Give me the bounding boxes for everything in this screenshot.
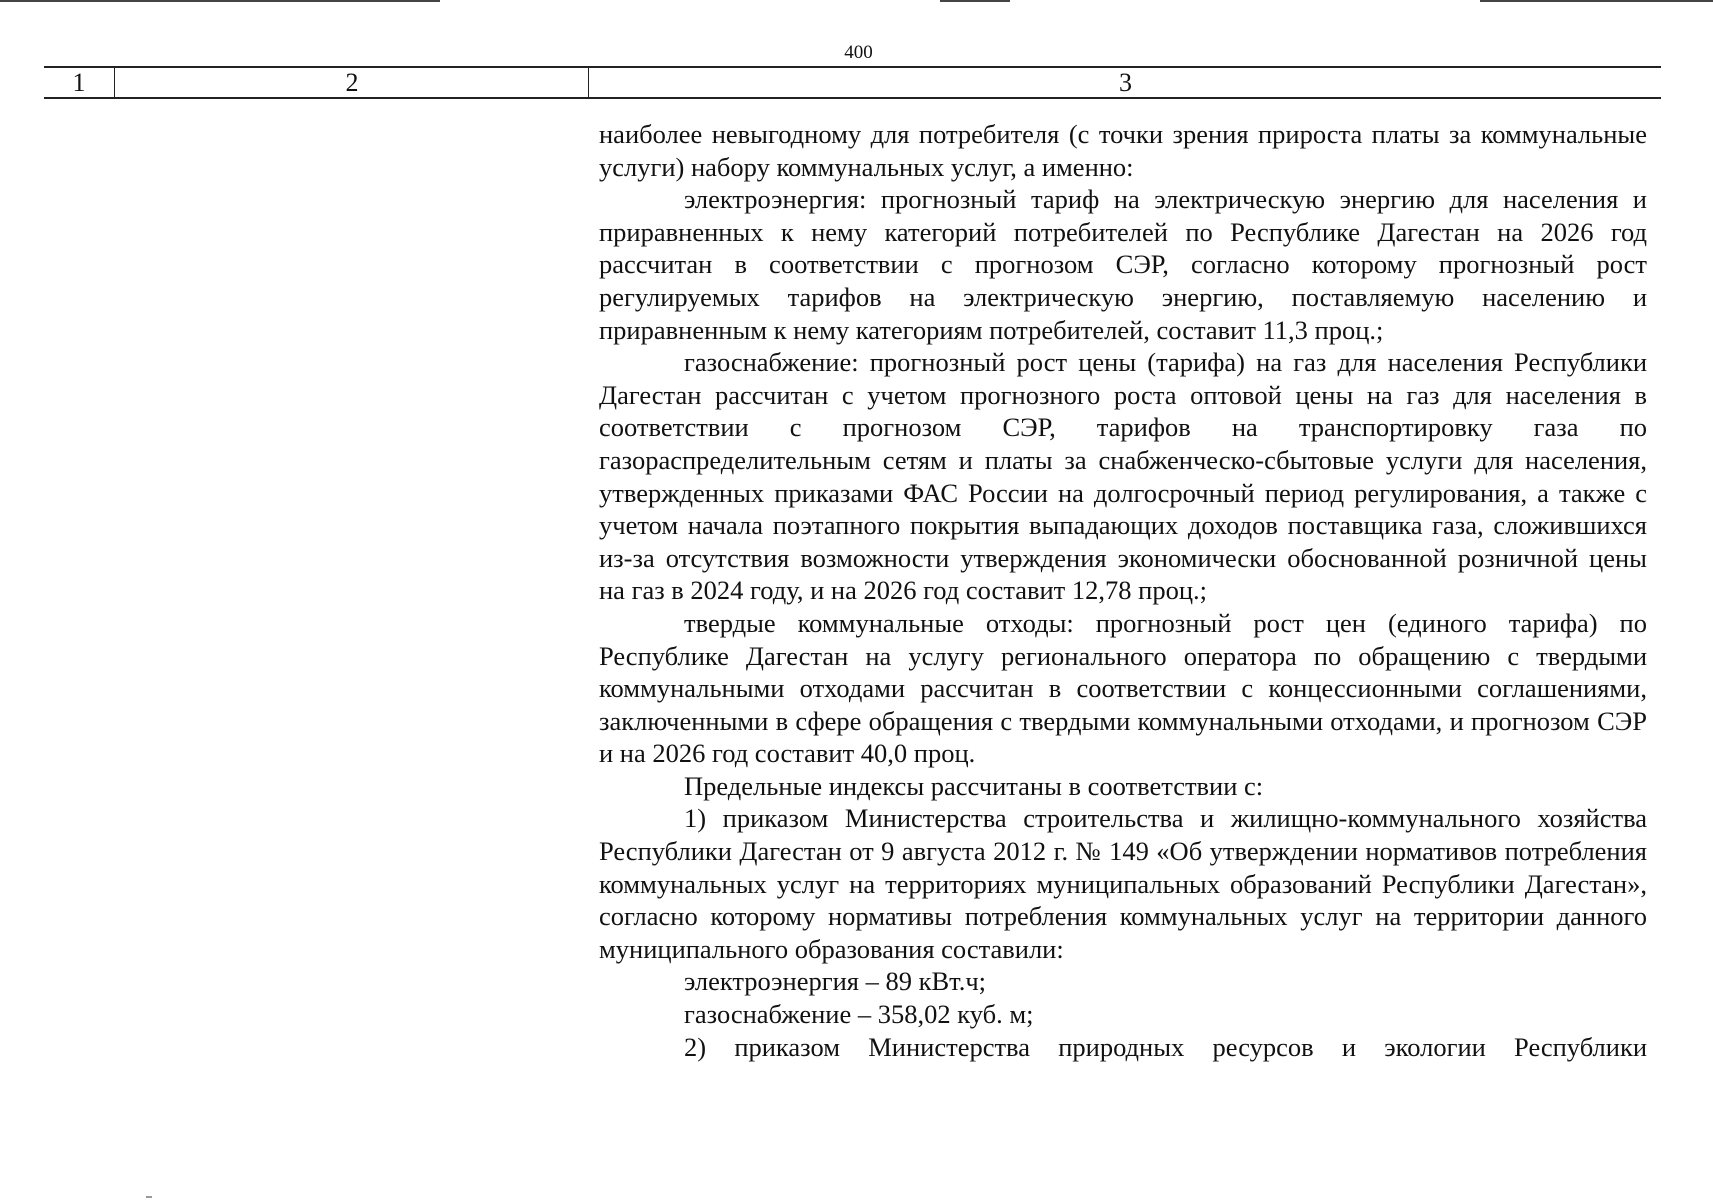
column-number-2: 2: [114, 68, 589, 97]
table-header-row: [44, 66, 1661, 99]
scan-artifact: [146, 1196, 152, 1198]
paragraph-gas-norm: газоснабжение – 358,02 куб. м;: [684, 999, 1034, 1030]
column-number-3: 3: [588, 68, 1662, 97]
paragraph-electricity: электроэнергия: прогнозный тариф на электрическую энергию для населения и приравненных к нему категорий потребителей по Республике Дагестан на 2026 год рассчитан в соответствии с прогнозом СЭР, согласно которому прогнозный рост регулируемых тарифов на электрическую энергию, поставляемую населению и приравненным к нему категориям потребителей, составит 11,3 проц.;: [599, 184, 1647, 345]
paragraph-intro: наиболее невыгодному для потребителя (с точки зрения прироста платы за коммунальные услуги) набору коммунальных услуг, а именно:: [599, 119, 1647, 182]
scan-top-edge: [0, 0, 1713, 4]
paragraph-electricity-norm: электроэнергия – 89 кВт.ч;: [684, 966, 987, 997]
document-body: [599, 118, 1647, 1063]
paragraph-solid-waste: твердые коммунальные отходы: прогнозный рост цен (единого тарифа) по Республике Дагестан на услугу регионального оператора по обращению с твердыми коммунальными отходами рассчитан в соответствии с концессионными соглашениями, заключенными в сфере обращения с твердыми коммунальными отходами, и прогнозом СЭР и на 2026 год составит 40,0 проц.: [599, 607, 1647, 769]
column-number-1: 1: [72, 68, 86, 97]
paragraph-indices: Предельные индексы рассчитаны в соответствии с:: [684, 770, 1264, 801]
page-number: 400: [844, 42, 873, 63]
paragraph-order-2: 2) приказом Министерства природных ресурсов и экологии Республики: [684, 1031, 1647, 1062]
paragraph-gas: газоснабжение: прогнозный рост цены (тарифа) на газ для населения Республики Дагестан рассчитан с учетом прогнозного роста оптовой цены на газ для населения в соответствии с прогнозом СЭР, тарифов на транспортировку газа по газораспределительным сетям и платы за снабженческо-сбытовые услуги для населения, утвержденных приказами ФАС России на долгосрочный период регулирования, а также с учетом начала поэтапного покрытия выпадающих доходов поставщика газа, сложившихся из-за отсутствия возможности утверждения экономически обоснованной розничной цены на газ в 2024 году, и на 2026 год составит 12,78 проц.;: [599, 347, 1647, 606]
paragraph-order-1: 1) приказом Министерства строительства и жилищно-коммунального хозяйства Республики Дагестан от 9 августа 2012 г. № 149 «Об утверждении нормативов потребления коммунальных услуг на территориях муниципальных образований Республики Дагестан», согласно которому нормативы потребления коммунальных услуг на территории данного муниципального образования составили:: [599, 803, 1647, 964]
